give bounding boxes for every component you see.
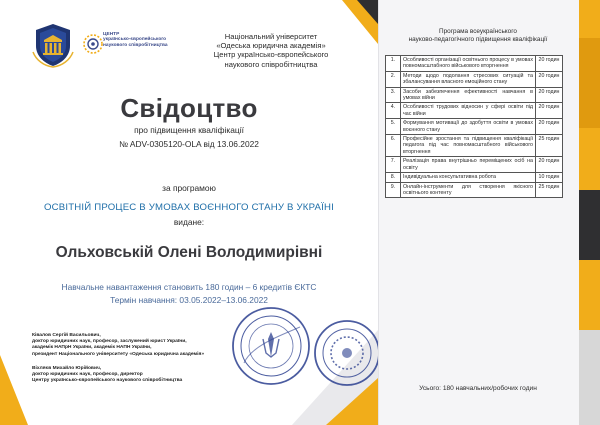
corner-decoration xyxy=(0,355,28,425)
institution-line: наукового співробітництва xyxy=(224,59,318,69)
row-topic: Індивідуальна консультативна робота xyxy=(401,173,536,182)
row-number: 6. xyxy=(386,135,401,157)
table-row xyxy=(386,56,563,72)
table-row xyxy=(386,71,563,87)
center-logo xyxy=(82,30,104,58)
side-stripe xyxy=(579,0,600,425)
stripe-block xyxy=(579,190,600,260)
signatory-line: Віхляєв Михайло Юрійович, xyxy=(32,366,102,371)
signatory-line: Центру українсько-європейського наукового співробітництва xyxy=(32,378,183,384)
institution-name xyxy=(176,32,366,69)
academy-crest-logo xyxy=(30,22,76,68)
stripe-block xyxy=(579,38,600,128)
program-label: за програмою xyxy=(162,183,216,193)
signatory-line: доктор юридичних наук, професор, директор xyxy=(32,372,143,378)
row-topic: Особливості трудових відносин у сфері освіти під час війни xyxy=(401,103,536,119)
row-number: 5. xyxy=(386,119,401,135)
table-row xyxy=(386,87,563,103)
signatory-line: Ківалов Сергій Васильович, xyxy=(32,333,101,338)
row-topic: Професійне зростання та підвищення кваліфікації педагога під час повномасштабного військового вторгнення xyxy=(401,135,536,157)
row-topic: Онлайн-інструменти для створення якісного освітнього контенту xyxy=(401,182,536,198)
row-number: 4. xyxy=(386,103,401,119)
signatory-line: доктор юридичних наук, професор, заслужений юрист України, xyxy=(32,339,187,345)
study-term: Термін навчання: 03.05.2022–13.06.2022 xyxy=(110,295,268,305)
row-topic: Формування мотивації до здобуття освіти в умовах воєнного стану xyxy=(401,119,536,135)
row-number: 8. xyxy=(386,173,401,182)
program-title-line: Програма всеукраїнського xyxy=(439,28,517,35)
logo-text-line: українсько-європейського xyxy=(103,37,167,43)
table-row xyxy=(386,119,563,135)
row-hours: 25 годин xyxy=(536,135,563,157)
university-stamp xyxy=(230,305,312,387)
row-hours: 25 годин xyxy=(536,182,563,198)
row-topic: Методи щодо подолання стресових ситуацій та збалансування власного емоційного стану xyxy=(401,71,536,87)
row-topic: Особливості організації освітнього процесу в умовах повномасштабного військового вторгнення xyxy=(401,56,536,72)
center-logo-text xyxy=(103,32,173,48)
signatory-line: академік НАПрН України, академік НАПН України, xyxy=(32,345,152,351)
recipient-name: Ольховській Олені Володимирівні xyxy=(55,244,323,261)
row-topic: Реалізація права внутрішньо переміщених осіб на освіту xyxy=(401,157,536,173)
program-table xyxy=(385,55,563,198)
program-name: ОСВІТНІЙ ПРОЦЕС В УМОВАХ ВОЄННОГО СТАНУ В УКРАЇНІ xyxy=(43,202,334,213)
institution-line: «Одеська юридична академія» xyxy=(216,41,326,51)
row-number: 3. xyxy=(386,87,401,103)
signatory-line: президент Національного університету «Одеська юридична академія» xyxy=(32,351,205,357)
table-row xyxy=(386,173,563,182)
institution-line: Центр українсько-європейського xyxy=(213,50,329,60)
certificate-subtitle: про підвищення кваліфікації xyxy=(134,125,244,135)
row-hours: 20 годин xyxy=(536,87,563,103)
certificate-number: № ADV-0305120-OLA від 13.06.2022 xyxy=(119,139,259,149)
logo-text-line: ЦЕНТР xyxy=(103,32,120,37)
institution-line: Національний університет xyxy=(224,32,318,41)
stripe-block xyxy=(579,330,600,425)
row-number: 9. xyxy=(386,182,401,198)
row-hours: 20 годин xyxy=(536,56,563,72)
program-total: Усього: 180 навчальних/робочих годин xyxy=(419,385,537,392)
row-topic: Засоби забезпечення ефективності навчання в умовах війни xyxy=(401,87,536,103)
certificate-title: Свідоцтво xyxy=(120,93,258,123)
program-title-line: науково-педагогічного підвищення кваліфікації xyxy=(408,36,548,43)
center-stamp xyxy=(312,318,382,388)
program-table-title xyxy=(380,28,576,44)
row-number: 2. xyxy=(386,71,401,87)
row-number: 7. xyxy=(386,157,401,173)
logo-text-line: наукового співробітництва xyxy=(103,42,168,48)
table-row xyxy=(386,157,563,173)
row-hours: 20 годин xyxy=(536,103,563,119)
row-hours: 20 годин xyxy=(536,71,563,87)
row-number: 1. xyxy=(386,56,401,72)
row-hours: 10 годин xyxy=(536,173,563,182)
table-row xyxy=(386,103,563,119)
table-row xyxy=(386,135,563,157)
table-row xyxy=(386,182,563,198)
row-hours: 20 годин xyxy=(536,157,563,173)
row-hours: 20 годин xyxy=(536,119,563,135)
issued-label: видане: xyxy=(173,217,205,227)
study-load: Навчальне навантаження становить 180 годин – 6 кредитів ЄКТС xyxy=(61,282,317,292)
